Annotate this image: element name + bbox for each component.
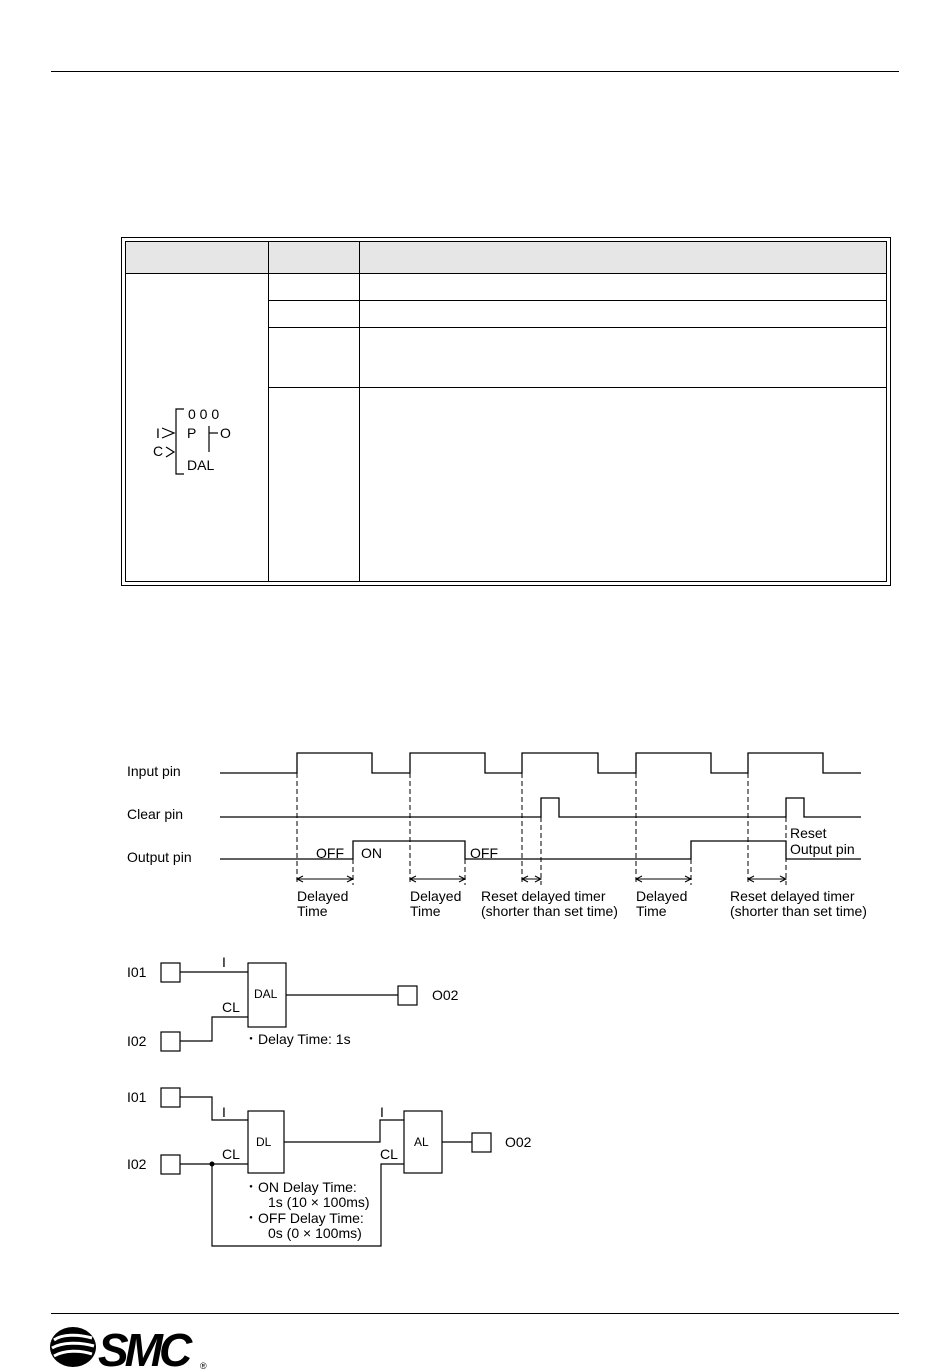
al-block-label: AL (414, 1135, 429, 1149)
input-i01-label: I01 (127, 1089, 147, 1105)
span-label: Reset delayed timer (730, 888, 855, 904)
reset-output-label: Output pin (790, 841, 855, 857)
smc-logo-mark (50, 1327, 96, 1367)
span-label: (shorter than set time) (730, 903, 867, 919)
input-i02-label: I02 (127, 1156, 147, 1172)
table-rule (268, 327, 886, 328)
span-label: Time (297, 903, 328, 919)
input-waveform (220, 753, 861, 773)
smc-logo (48, 1322, 213, 1370)
wire-junction (210, 1162, 215, 1167)
table-column-rule (359, 242, 360, 581)
header-rule (51, 71, 899, 72)
dl-pin-cl-label: CL (222, 1146, 240, 1162)
span-label: Delayed (410, 888, 462, 904)
dl-pin-i-label: I (222, 1104, 226, 1120)
span-label: (shorter than set time) (481, 903, 618, 919)
symbol-input-c: C (153, 443, 164, 459)
table-rule (126, 273, 886, 274)
input-i01-label: I01 (127, 964, 147, 980)
table-header-row (126, 242, 886, 273)
table-column-rule (268, 242, 269, 581)
output-o02-label: O02 (432, 987, 459, 1003)
output-o02-terminal (398, 986, 417, 1005)
wire (180, 1017, 248, 1041)
input-i02-terminal (161, 1155, 180, 1174)
output-o02-terminal (472, 1133, 491, 1152)
output-state-off: OFF (316, 845, 344, 861)
input-i02-label: I02 (127, 1033, 147, 1049)
dl-block-label: DL (256, 1135, 272, 1149)
off-delay-note: ・OFF Delay Time: (244, 1210, 364, 1226)
al-pin-i-label: I (380, 1104, 384, 1120)
reset-output-label: Reset (790, 825, 827, 841)
symbol-name: DAL (187, 457, 215, 473)
span-label: Reset delayed timer (481, 888, 606, 904)
output-state-off: OFF (470, 845, 498, 861)
span-label: Time (410, 903, 441, 919)
registered-mark: ® (200, 1361, 207, 1370)
input-i01-terminal (161, 963, 180, 982)
input-i02-terminal (161, 1032, 180, 1051)
output-pin-label: Output pin (127, 849, 192, 865)
span-label: Delayed (297, 888, 349, 904)
symbol-pin-top: 0 0 0 (188, 406, 220, 422)
wire (180, 1097, 248, 1120)
table-rule (268, 300, 886, 301)
symbol-center-label: P (187, 425, 197, 441)
delay-time-note: ・Delay Time: 1s (244, 1031, 351, 1047)
smc-logo-text: SMC (98, 1324, 189, 1370)
clear-pin-label: Clear pin (127, 806, 184, 822)
on-delay-value: 1s (10 × 100ms) (268, 1194, 370, 1210)
pin-i-label: I (222, 954, 226, 970)
on-delay-note: ・ON Delay Time: (244, 1179, 357, 1195)
off-delay-value: 0s (0 × 100ms) (268, 1225, 362, 1241)
span-label: Time (636, 903, 667, 919)
input-i01-terminal (161, 1088, 180, 1107)
symbol-input-i: I (156, 425, 160, 441)
dal-block-label: DAL (254, 987, 278, 1001)
input-pin-label: Input pin (127, 763, 181, 779)
timing-diagram (0, 740, 950, 930)
pin-cl-label: CL (222, 999, 240, 1015)
symbol-output-o: O (220, 425, 231, 441)
output-state-on: ON (361, 845, 382, 861)
clear-waveform (220, 798, 861, 817)
wire (284, 1120, 404, 1142)
span-label: Delayed (636, 888, 688, 904)
table-rule (268, 387, 886, 388)
output-o02-label: O02 (505, 1134, 532, 1150)
dal-symbol (148, 402, 248, 482)
circuit-example-1 (0, 950, 950, 1060)
footer-rule (51, 1313, 899, 1314)
al-pin-cl-label: CL (380, 1146, 398, 1162)
circuit-example-2 (0, 1080, 950, 1250)
